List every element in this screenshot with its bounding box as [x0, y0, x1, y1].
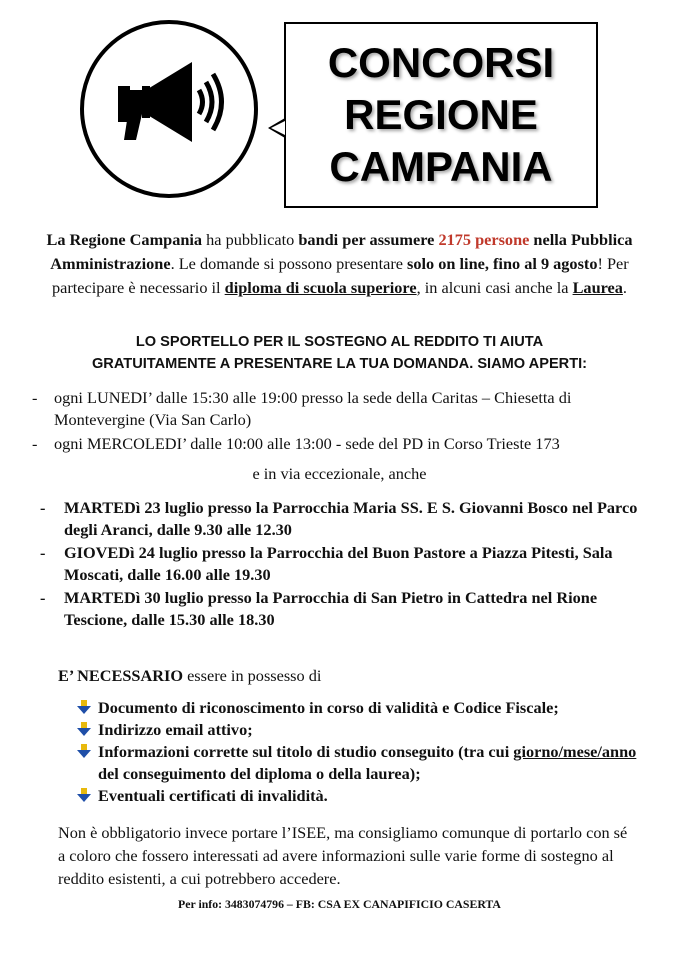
requirement-date-format: giorno/mese/anno: [513, 742, 637, 761]
intro-text: , in alcuni casi anche la: [416, 278, 573, 297]
requirement-text: Indirizzo email attivo;: [98, 720, 253, 739]
title-line-1: CONCORSI: [327, 39, 555, 86]
title-line-2: REGIONE: [344, 91, 538, 138]
dash-bullet: -: [40, 588, 46, 607]
intro-bandi: bandi per assumere: [298, 230, 439, 249]
schedule-text: ogni MERCOLEDI’ dalle 10:00 alle 13:00 - sede del PD in Corso Trieste 173: [54, 434, 560, 453]
headline-line-1: LO SPORTELLO PER IL SOSTEGNO AL REDDITO TI AIUTA: [135, 334, 544, 350]
schedule-list: [32, 387, 662, 457]
intro-text: ha pubblicato: [202, 230, 299, 249]
sportello-headline: [10, 331, 669, 375]
list-item: [76, 741, 656, 785]
list-item: [40, 587, 660, 631]
intro-region: La Regione Campania: [46, 230, 203, 249]
requirement-text: Eventuali certificati di invalidità.: [98, 786, 328, 805]
intro-text: ! Per partecipare è necessario il: [51, 254, 629, 297]
intro-laurea: Laurea: [572, 278, 623, 297]
list-item: [40, 542, 660, 586]
intro-nella: nella: [529, 230, 571, 249]
arrow-bullet-icon: [76, 699, 92, 715]
title-box: [284, 22, 598, 208]
list-item: [32, 433, 662, 455]
eccezionale-line: e in via eccezionale, anche: [252, 464, 427, 483]
special-dates-list: [40, 497, 660, 632]
requirement-text: Documento di riconoscimento in corso di validità e Codice Fiscale;: [98, 698, 559, 717]
requirements-list: [76, 697, 656, 807]
intro-pa: Pubblica Amministrazione: [50, 230, 633, 273]
isee-paragraph: Non è obbligatorio invece portare l’ISEE, ma consigliamo comunque di portarlo con sé a coloro che fossero interessati ad avere informazioni sulle varie forme di sostegno al reddito esistenti, a cui potrebbero accedere.: [58, 823, 628, 888]
arrow-bullet-icon: [76, 787, 92, 803]
list-item: [32, 387, 662, 431]
persone-count: 2175 persone: [438, 230, 530, 249]
intro-deadline: solo on line, fino al 9 agosto: [407, 254, 598, 273]
schedule-text: ogni LUNEDI’ dalle 15:30 alle 19:00 presso la sede della Caritas – Chiesetta di Montevergine (Via San Carlo): [54, 388, 572, 429]
arrow-bullet-icon: [76, 743, 92, 759]
list-item: [76, 719, 656, 741]
megaphone-logo: [80, 20, 258, 198]
speech-bubble-tail-inner: [271, 121, 285, 135]
dash-bullet: -: [32, 388, 38, 407]
requirement-text: Informazioni corrette sul titolo di studio conseguito (tra cui: [98, 742, 514, 761]
intro-text: . Le domande si possono presentare: [170, 254, 408, 273]
headline-line-2: GRATUITAMENTE A PRESENTARE LA TUA DOMANDA. SIAMO APERTI:: [91, 356, 588, 372]
dash-bullet: -: [32, 434, 38, 453]
arrow-bullet-icon: [76, 721, 92, 737]
intro-paragraph: [30, 228, 649, 300]
necessario-bold: E’ NECESSARIO: [58, 666, 184, 685]
intro-text: .: [622, 278, 627, 297]
list-item: [76, 697, 656, 719]
dash-bullet: -: [40, 498, 46, 517]
megaphone-icon: [84, 24, 254, 194]
necessario-rest: essere in possesso di: [183, 666, 322, 685]
special-text: MARTEDì 23 luglio presso la Parrocchia Maria SS. E S. Giovanni Bosco nel Parco degli Aranci, dalle 9.30 alle 12.30: [64, 498, 638, 539]
requirement-text: del conseguimento del diploma o della laurea);: [98, 764, 421, 783]
special-text: GIOVEDì 24 luglio presso la Parrocchia del Buon Pastore a Piazza Pitesti, Sala Moscati, dalle 16.00 alle 19.30: [64, 543, 613, 584]
list-item: [40, 497, 660, 541]
intro-diploma: diploma di scuola superiore: [224, 278, 417, 297]
necessario-line: [58, 665, 321, 687]
footer-contact: Per info: 3483074796 – FB: CSA EX CANAPIFICIO CASERTA: [178, 897, 501, 911]
title-line-3: CAMPANIA: [329, 143, 553, 190]
dash-bullet: -: [40, 543, 46, 562]
special-text: MARTEDì 30 luglio presso la Parrocchia di San Pietro in Cattedra nel Rione Tescione, dalle 15.30 alle 18.30: [64, 588, 598, 629]
list-item: [76, 785, 656, 807]
